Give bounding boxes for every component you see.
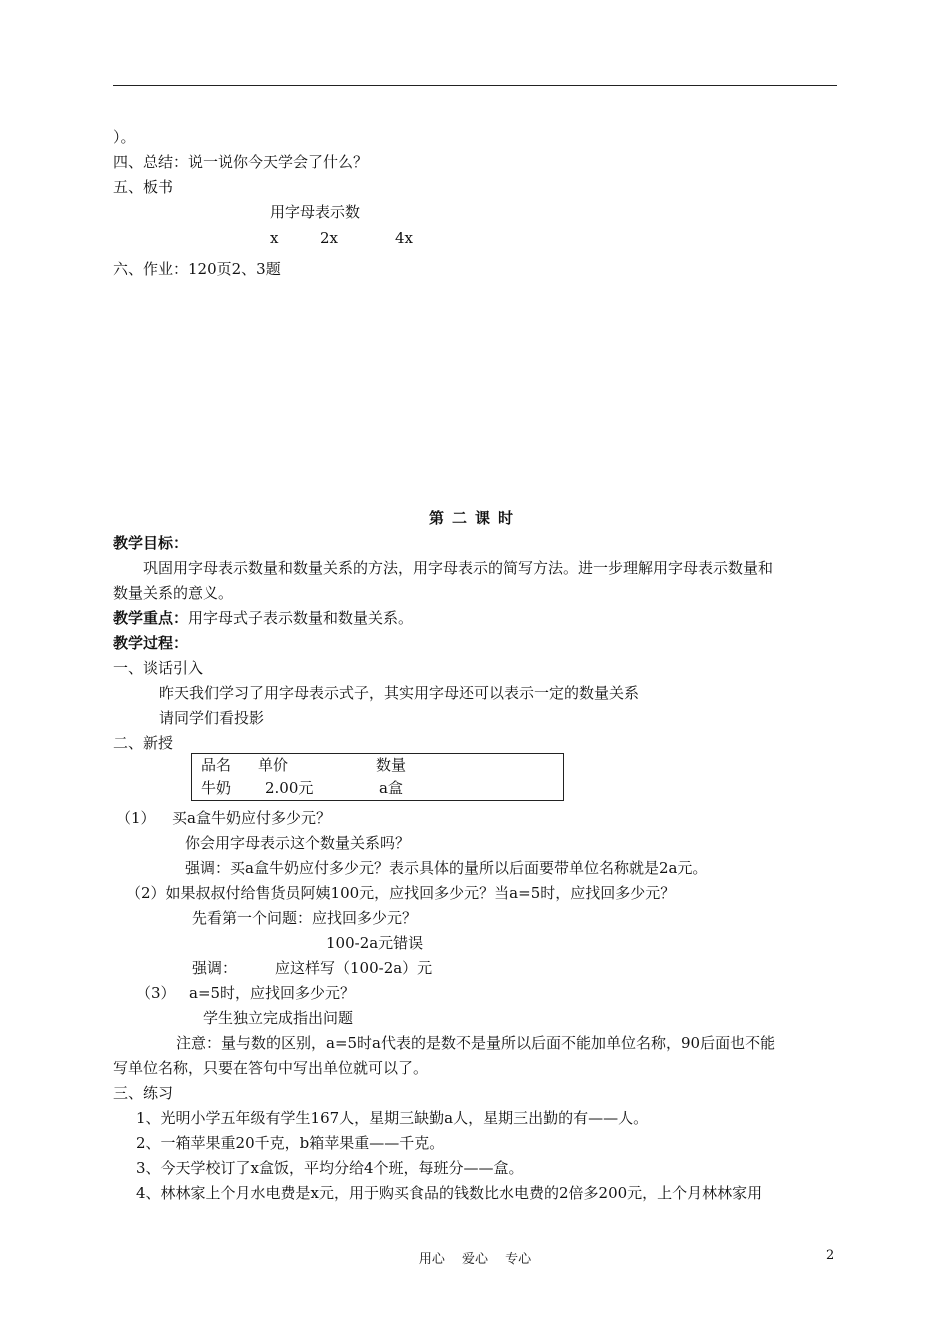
section-heading: 二、新授 [113, 734, 174, 752]
question-text: a=5时，应找回多少元？ [189, 984, 356, 1002]
lesson-title: 第二课时 [428, 509, 521, 527]
board-item: 4x [395, 229, 414, 247]
board-item: 2x [320, 229, 339, 247]
text-line: 强调：买a盒牛奶应付多少元？表示具体的量所以后面要带单位名称就是2a元。 [185, 859, 708, 877]
focus-text: 用字母式子表示数量和数量关系。 [188, 609, 414, 627]
question-number: （3） [136, 984, 176, 1002]
note-text: 注意：量与数的区别，a=5时a代表的是数不是量所以后面不能加单位名称，90后面也不能 [176, 1034, 776, 1052]
header-rule [113, 85, 837, 86]
exercise-item: 3、今天学校订了x盒饭，平均分给4个班，每班分——盒。 [136, 1159, 524, 1177]
focus-line [113, 608, 413, 628]
question-text: （2）如果叔叔付给售货员阿姨100元，应找回多少元？当a=5时，应找回多少元？ [126, 884, 676, 902]
table-header-row [192, 754, 564, 778]
text-line: 请同学们看投影 [159, 709, 265, 727]
table-header-cell: 数量 [376, 756, 407, 774]
section-heading: 三、练习 [113, 1084, 174, 1102]
summary-line: 四、总结：说一说你今天学会了什么？ [113, 153, 369, 171]
table-cell: a盒 [379, 779, 403, 797]
table-cell: 2.00元 [265, 779, 314, 797]
goal-text: 数量关系的意义。 [113, 584, 234, 602]
text-line: 学生独立完成指出问题 [203, 1009, 354, 1027]
exercise-item: 1、光明小学五年级有学生167人，星期三缺勤a人，星期三出勤的有——人。 [136, 1109, 649, 1127]
emphasis-label: 强调： [192, 959, 238, 977]
homework-line: 六、作业：120页2、3题 [113, 260, 281, 278]
table-cell: 牛奶 [201, 779, 232, 797]
page-footer: 用心 爱心 专心 [418, 1252, 532, 1267]
text-line: 应这样写（100-2a）元 [275, 959, 433, 977]
question-number: （1） [116, 809, 156, 827]
board-heading: 五、板书 [113, 178, 174, 196]
question-text: 买a盒牛奶应付多少元？ [172, 809, 331, 827]
text-line: 100-2a元错误 [326, 934, 424, 952]
goal-text: 巩固用字母表示数量和数量关系的方法，用字母表示的简写方法。进一步理解用字母表示数量和 [143, 559, 774, 577]
table-row [192, 777, 564, 801]
process-label: 教学过程： [113, 634, 189, 652]
text-line: 你会用字母表示这个数量关系吗？ [185, 834, 411, 852]
board-title: 用字母表示数 [270, 203, 361, 221]
exercise-item: 4、林林家上个月水电费是x元，用于购买食品的钱数比水电费的2倍多200元，上个月林林家用 [136, 1184, 763, 1202]
goal-label: 教学目标： [113, 534, 189, 552]
focus-label: 教学重点： [113, 609, 189, 627]
text-line: 昨天我们学习了用字母表示式子，其实用字母还可以表示一定的数量关系 [159, 684, 640, 702]
projection-table [191, 753, 564, 801]
note-text: 写单位名称，只要在答句中写出单位就可以了。 [113, 1059, 429, 1077]
section-heading: 一、谈话引入 [113, 659, 204, 677]
table-header-cell: 品名 [201, 756, 232, 774]
text-line: ）。 [113, 128, 136, 146]
exercise-item: 2、一箱苹果重20千克，b箱苹果重——千克。 [136, 1134, 445, 1152]
board-item: x [270, 229, 279, 247]
table-header-cell: 单价 [258, 756, 289, 774]
text-line: 先看第一个问题：应找回多少元？ [192, 909, 418, 927]
page-number: 2 [826, 1248, 835, 1263]
